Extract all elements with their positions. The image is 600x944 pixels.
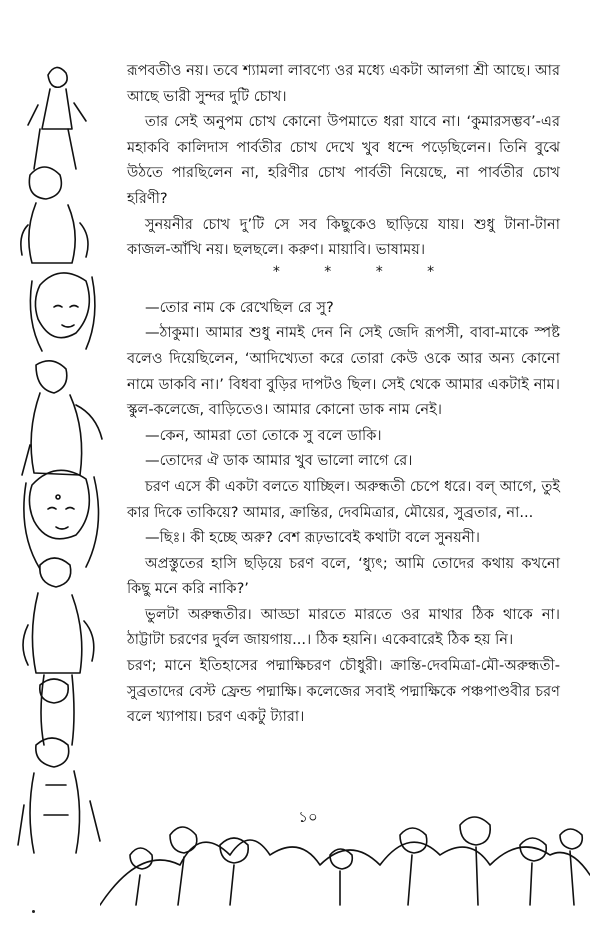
paragraph-3: সুনয়নীর চোখ দু’টি সে সব কিছুকেও ছাড়িয়ে যায়। শুধু টানা-টানা কাজল-আঁখি নয়। ছলছলে। করুণ। মায়াবি। ভাষাময়। xyxy=(127,215,560,259)
paragraph-7: —তোদের ঐ ডাক আমার খুব ভালো লাগে রে। xyxy=(145,452,413,470)
paragraph-9: —ছিঃ। কী হচ্ছে অরু? বেশ রূঢ়ভাবেই কথাটা বলে সুনয়নী। xyxy=(145,529,480,547)
paragraph-8: চরণ এসে কী একটা বলতে যাচ্ছিল। অরুন্ধতী চেপে ধরে। বল্ আগে, তুই কার দিকে তাকিয়ে? আমার, ক্রান্তির, দেবমিত্রার, মৌয়ের, সুব্রতার, না... xyxy=(127,477,560,521)
paragraph-2: তার সেই অনুপম চোখ কোনো উপমাতে ধরা যাবে না। ‘কুমারসম্ভব’-এর মহাকবি কালিদাস পার্বতীর চোখ দেখে খুব ধন্দে পড়েছিলেন। তিনি বুঝে উঠতে পারছিলেন না, হরিণীর চোখ পার্বতী নিয়েছে, না পার্বতীর চোখ হরিণী? xyxy=(127,113,560,207)
paragraph-12: চরণ; মানে ইতিহাসের পদ্মাক্ষিচরণ চৌধুরী। ক্রান্তি-দেবমিত্রা-মৌ-অরুন্ধতী-সুব্রতাদের বেস্ট ফ্রেন্ড পদ্মাক্ষি। কলেজের সবাই পদ্মাক্ষিকে পঞ্চপাণ্ডবীর চরণ বলে খ্যাপায়। চরণ একটু ট্যারা। xyxy=(127,657,560,726)
paragraph-4: —তোর নাম কে রেখেছিল রে সু? xyxy=(145,298,334,316)
left-border-illustration xyxy=(10,45,120,865)
section-separator: * * * * xyxy=(272,263,455,280)
paragraph-5: —ঠাকুমা। আমার শুধু নামই দেন নি সেই জেদি রূপসী, বাবা-মাকে স্পষ্ট বলেও দিয়েছিলেন, ‘আদিখ্যেতা করে তোরা কেউ ওকে আর অন্য কোনো নামে ডাকবি না।’ বিধবা বুড়ির দাপটও ছিল। সেই থেকে আমার একটাই নাম। স্কুল-কলেজে, বাড়িতেও। আমার কোনো ডাক নাম নেই। xyxy=(127,324,560,419)
paragraph-6: —কেন, আমরা তো তোকে সু বলে ডাকি। xyxy=(145,426,382,444)
paragraph-1: রূপবতীও নয়। তবে শ্যামলা লাবণ্যে ওর মধ্যে একটা আলগা শ্রী আছে। আর আছে ভারী সুন্দর দুটি চোখ। xyxy=(127,62,560,105)
paragraph-10: অপ্রস্তুতের হাসি ছড়িয়ে চরণ বলে, ‘ধ্যুৎ; আমি তোদের কথায় কখনো কিছু মনে করি নাকি?’ xyxy=(127,554,560,598)
bottom-border-illustration xyxy=(100,795,590,915)
page-number: ১০ xyxy=(298,808,318,826)
body-text xyxy=(127,58,560,730)
print-speck xyxy=(32,910,35,913)
paragraph-11: ভুলটা অরুন্ধতীর। আড্ডা মারতে মারতে ওর মাথার ঠিক থাকে না। ঠাট্টাটা চরণের দুর্বল জায়গায়...। ঠিক হয়নি। একেবারেই ঠিক হয় নি। xyxy=(127,605,560,649)
